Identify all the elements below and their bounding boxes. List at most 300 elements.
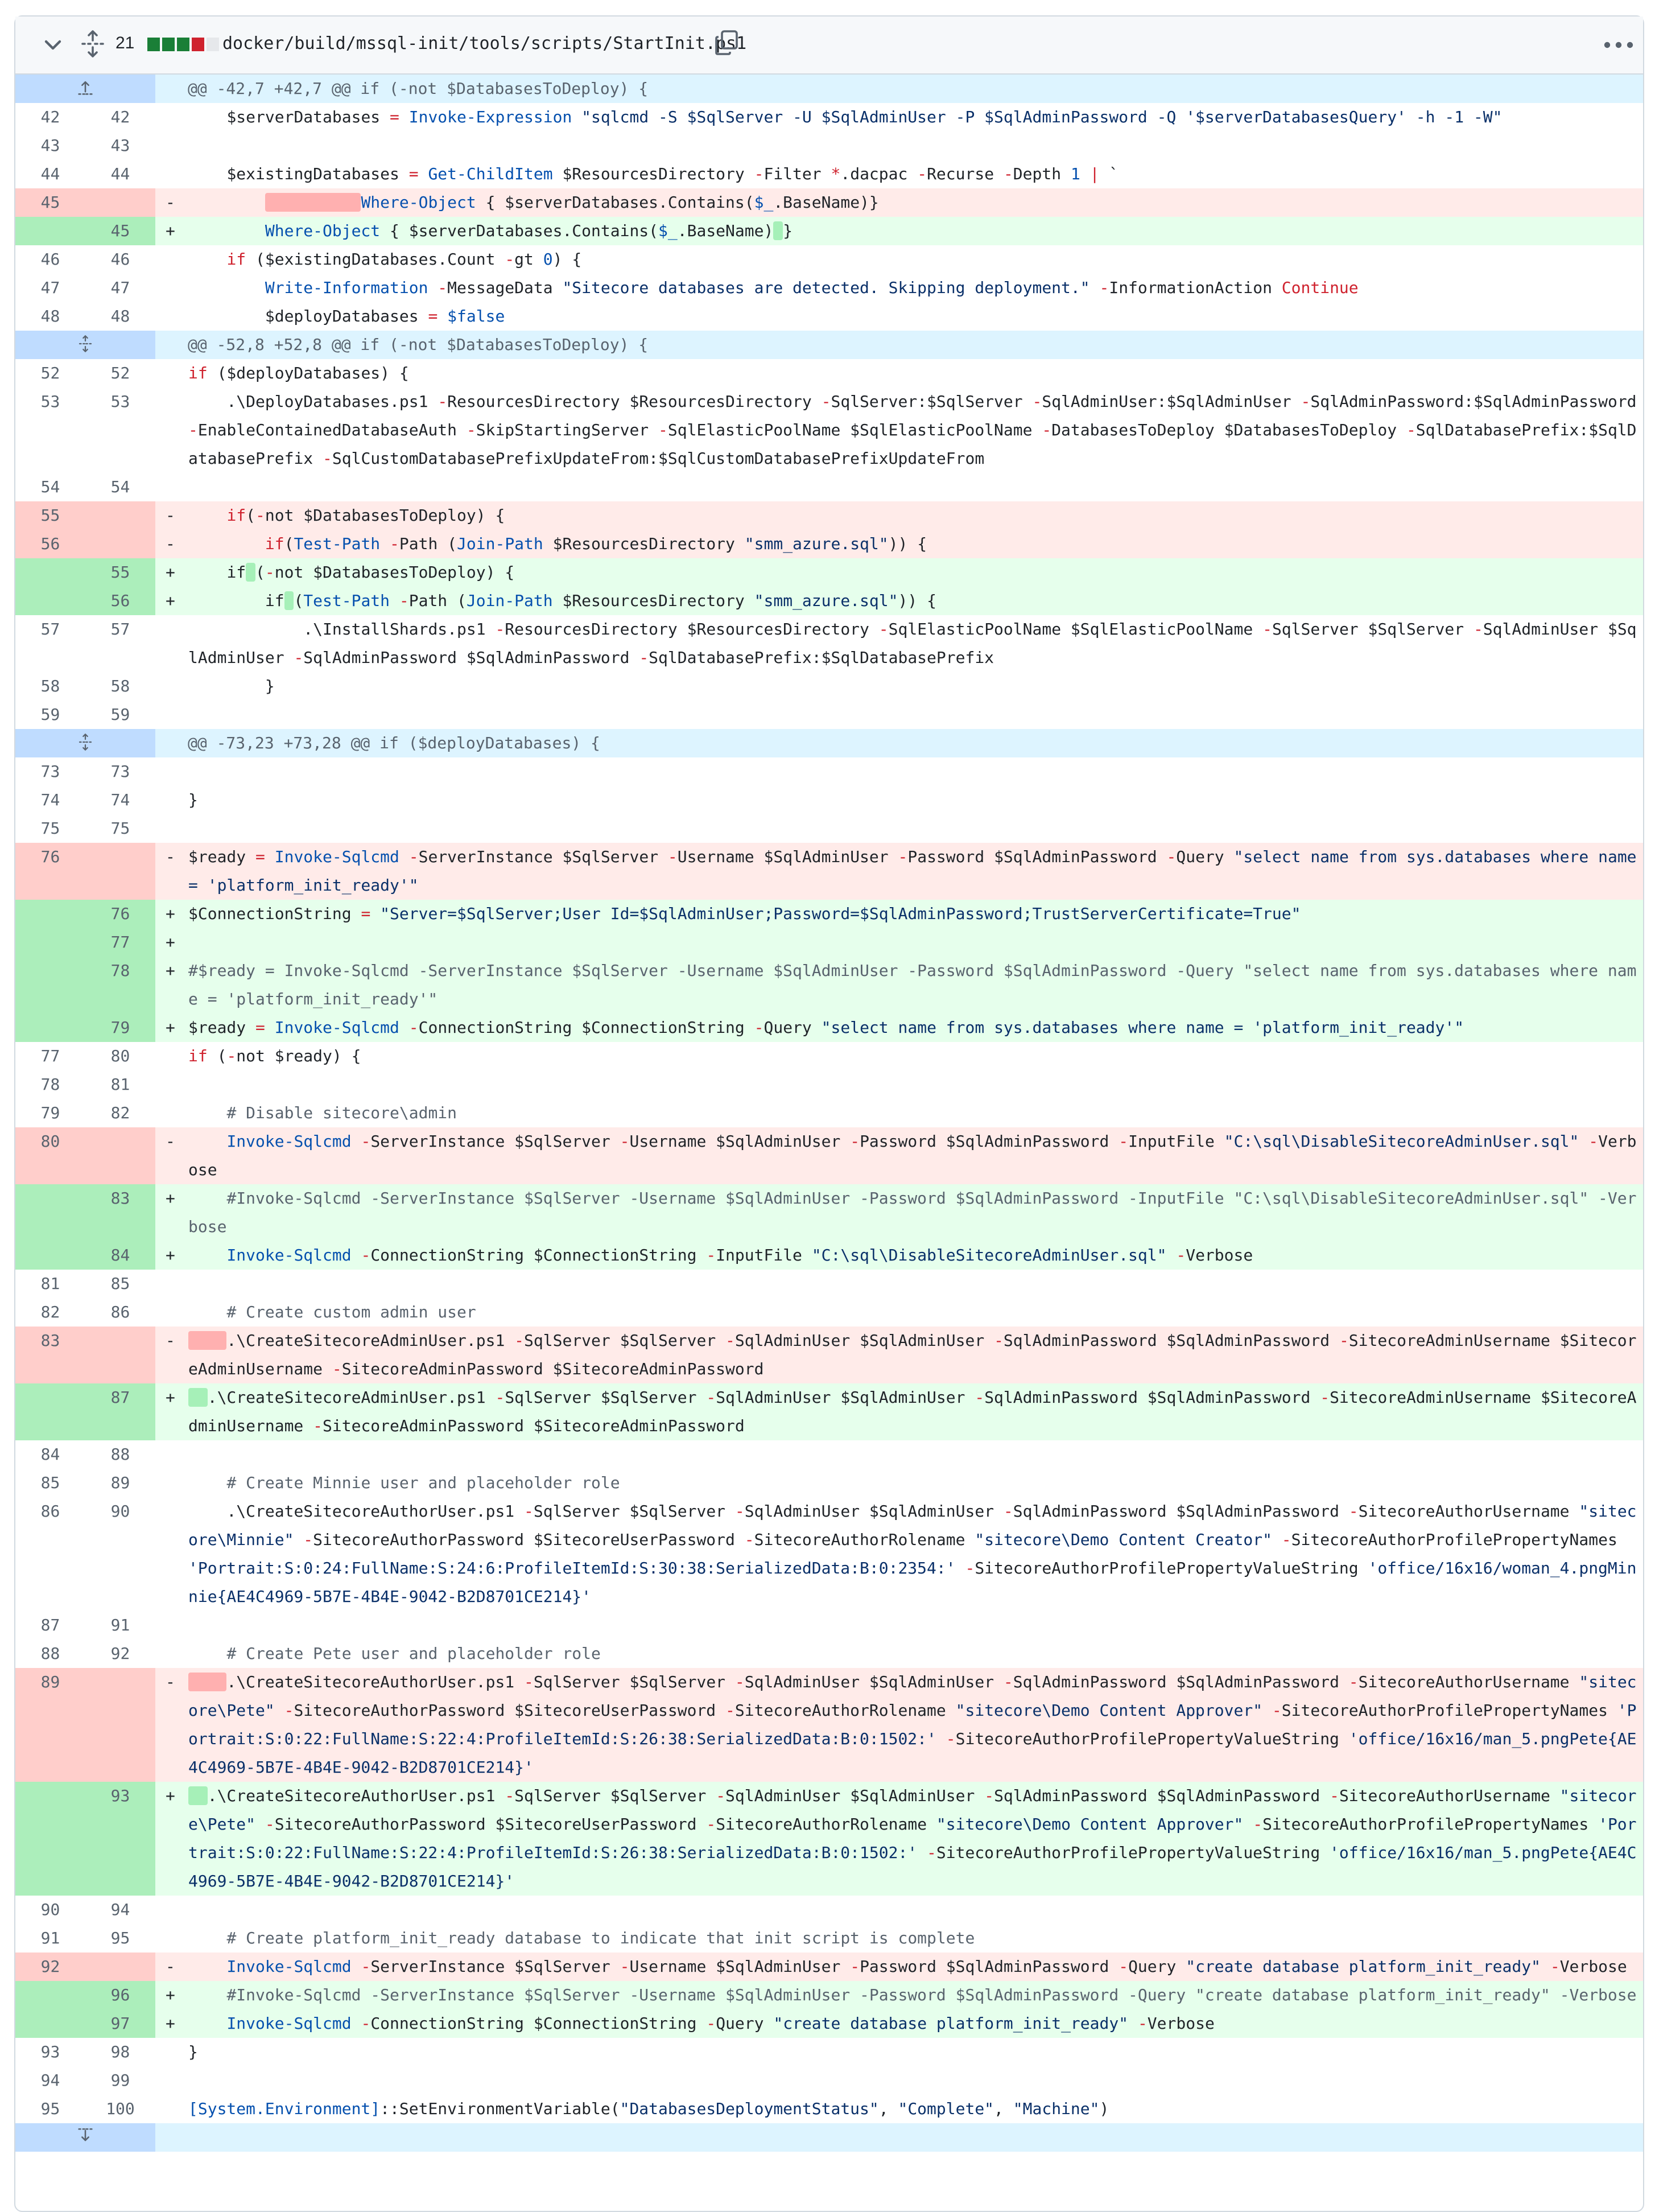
old-line-number[interactable] [15,900,85,928]
old-line-number[interactable]: 76 [15,843,85,900]
deleted-line [15,501,1643,530]
context-line [15,160,1643,188]
code-content [155,530,1643,558]
new-line-number[interactable] [85,501,155,530]
old-line-number[interactable]: 42 [40,108,60,126]
new-line-number[interactable]: 47 [110,278,130,297]
hunk-header [15,331,1643,359]
code-text: #$ready = Invoke-Sqlcmd -ServerInstance $SqlServer -Username $SqlAdminUser -Password $SqlAdminPassword -Query "select name from sys.databases where name = 'platform_init_ready'" [188,961,1637,1008]
code-content [155,1668,1643,1782]
context-line [15,388,1646,473]
deleted-line [15,1327,1643,1383]
code-content [155,1270,1643,1298]
context-line [15,1896,1643,1924]
context-line [15,274,1643,302]
code-text: #Invoke-Sqlcmd -ServerInstance $SqlServer -Username $SqlAdminUser -Password $SqlAdminPassword -Query "create database platform_init_ready" -Verbose [226,1986,1637,2004]
old-line-number[interactable] [15,2009,85,2038]
added-line [15,2009,1643,2038]
code-text: # Disable sitecore\admin [226,1103,457,1122]
code-content [155,274,1643,302]
new-line-number[interactable]: 79 [85,1014,155,1042]
old-line-number[interactable]: 52 [40,364,60,382]
code-content [155,587,1643,615]
old-line-number[interactable] [15,1014,85,1042]
old-line-number[interactable]: 82 [40,1303,60,1321]
code-content [155,757,1643,786]
hunk-header [15,729,1643,757]
new-line-number[interactable]: 57 [110,620,130,639]
new-line-number[interactable] [85,1327,155,1383]
diff-marker: + [166,961,175,980]
context-line [15,814,1643,843]
new-line-number[interactable] [85,1127,155,1184]
code-content [155,928,1643,957]
hunk-text: @@ -42,7 +42,7 @@ if (-not $DatabasesToDeploy) { [155,75,1643,103]
new-line-number[interactable]: 75 [110,819,130,838]
code-text: .\DeployDatabases.ps1 -ResourcesDirectory $ResourcesDirectory -SqlServer:$SqlServer -SqlAdminUser:$SqlAdminUser -SqlAdminPassword:$SqlAdminPassword -EnableContainedDatabaseAuth -SkipStartingServer -SqlElasticPoolName $SqlElasticPoolName -DatabasesToDeploy $DatabasesToDeploy -SqlDatabasePrefix:$SqlDatabasePrefix -SqlCustomDatabasePrefixUpdateFrom:$SqlCustomDatabasePrefixUpdateFrom [188,392,1646,468]
expand-both-icon [77,732,94,754]
new-line-number[interactable]: 73 [110,762,130,781]
new-line-number[interactable]: 84 [85,1241,155,1270]
old-line-number[interactable]: 53 [40,392,60,411]
old-line-number[interactable]: 59 [40,705,60,724]
code-content [155,957,1643,1014]
code-content [155,1042,1643,1070]
old-line-number[interactable] [15,1184,85,1241]
expand-button[interactable] [15,2123,155,2152]
diffstat-square [192,38,204,51]
context-line [15,1440,1643,1469]
diff-rows [15,75,1646,2152]
new-line-number[interactable]: 55 [85,558,155,587]
diffstat-square [177,38,189,51]
new-line-number[interactable]: 82 [110,1103,130,1122]
code-text: if(-not $DatabasesToDeploy) { [226,506,505,525]
new-line-number[interactable]: 86 [110,1303,130,1321]
code-content [155,1070,1643,1099]
added-line [15,928,1643,957]
context-line [15,2066,1643,2095]
code-text: if (-not $DatabasesToDeploy) { [188,563,515,582]
added-line [15,1184,1643,1241]
context-line [15,1469,1643,1497]
code-content [155,2009,1643,2038]
code-text: .\InstallShards.ps1 -ResourcesDirectory $ResourcesDirectory -SqlElasticPoolName $SqlElasticPoolName -SqlServer $SqlServer -SqlAdminUser $SqlAdminUser -SqlAdminPassword $SqlAdminPassword -SqlDatabasePrefix:$SqlDatabasePrefix [188,620,1637,667]
diff-marker: - [166,1331,175,1350]
code-content [155,1953,1643,1981]
context-line [15,1042,1643,1070]
code-text: } [188,790,198,809]
old-line-number[interactable]: 91 [40,1929,60,1947]
deleted-line [15,1668,1643,1782]
old-line-number[interactable]: 54 [40,477,60,496]
old-line-number[interactable]: 78 [40,1075,60,1094]
chevron-down-icon[interactable] [39,31,67,59]
code-content [155,1782,1643,1896]
diff-marker: + [166,1388,175,1407]
code-text: if (Test-Path -Path (Join-Path $ResourcesDirectory "smm_azure.sql")) { [188,591,936,610]
code-content [155,1014,1643,1042]
code-text [155,131,1639,160]
code-text: if(Test-Path -Path (Join-Path $ResourcesDirectory "smm_azure.sql")) { [265,534,927,553]
code-content [155,217,1643,245]
code-content [155,701,1643,729]
context-line [15,1070,1643,1099]
expand-button[interactable] [15,75,155,103]
code-text: $serverDatabases = Invoke-Expression "sqlcmd -S $SqlServer -U $SqlAdminUser -P $SqlAdminPassword -Q '$serverDatabasesQuery' -h -1 -W" [188,108,1503,126]
code-text: if ($deployDatabases) { [188,364,409,382]
more-options-icon[interactable] [1603,36,1635,54]
old-line-number[interactable]: 81 [40,1274,60,1293]
new-line-number[interactable]: 59 [110,705,130,724]
old-line-number[interactable]: 47 [40,278,60,297]
code-text: Invoke-Sqlcmd -ServerInstance $SqlServer -Username $SqlAdminUser -Password $SqlAdminPassword -InputFile "C:\sql\DisableSitecoreAdminUser.sql" -Verbose [188,1132,1637,1179]
new-line-number[interactable]: 95 [110,1929,130,1947]
context-line [15,2095,1643,2123]
code-text: $existingDatabases = Get-ChildItem $ResourcesDirectory -Filter *.dacpac -Recurse -Depth 1 | ` [188,164,1119,183]
old-line-number[interactable]: 79 [40,1103,60,1122]
code-text [155,814,1639,843]
deleted-line [15,530,1643,558]
context-line [15,786,1643,814]
expand-both-icon [77,334,94,356]
diff-file [14,15,1644,2212]
code-text [155,1270,1639,1298]
code-text: # Create Pete user and placeholder role [226,1644,601,1663]
new-line-number[interactable]: 76 [85,900,155,928]
added-line [15,957,1643,1014]
code-content [155,2095,1643,2123]
new-line-number[interactable] [85,530,155,558]
diff-marker: - [166,193,175,212]
code-text [155,1070,1639,1099]
code-content [155,188,1643,217]
old-line-number[interactable]: 75 [40,819,60,838]
code-text: # Create Minnie user and placeholder role [226,1473,620,1492]
old-line-number[interactable]: 46 [40,250,60,269]
new-line-number[interactable]: 58 [110,677,130,695]
new-line-number[interactable]: 100 [106,2099,135,2118]
code-content [155,672,1643,701]
new-line-number[interactable]: 89 [110,1473,130,1492]
context-line [15,302,1643,331]
old-line-number[interactable]: 48 [40,307,60,326]
new-line-number[interactable]: 56 [85,587,155,615]
old-line-number[interactable] [15,1981,85,2009]
old-line-number[interactable]: 74 [40,790,60,809]
new-line-number[interactable]: 74 [110,790,130,809]
code-content [155,1497,1643,1611]
code-content [155,1184,1643,1241]
code-text: Where-Object { $serverDatabases.Contains($_.BaseName)} [155,188,1639,217]
code-text [155,2066,1639,2095]
old-line-number[interactable] [15,928,85,957]
new-line-number[interactable] [85,1953,155,1981]
code-text: Invoke-Sqlcmd -ServerInstance $SqlServer -Username $SqlAdminUser -Password $SqlAdminPassword -Query "create database platform_init_ready" -Verbose [226,1957,1627,1976]
old-line-number[interactable]: 56 [15,530,85,558]
new-line-number[interactable]: 80 [110,1047,130,1065]
code-text: } [188,2042,198,2061]
old-line-number[interactable]: 89 [15,1668,85,1782]
diff-marker: + [166,933,175,951]
code-text: $deployDatabases = $false [188,307,505,326]
old-line-number[interactable]: 92 [15,1953,85,1981]
code-text: .\CreateSitecoreAuthorUser.ps1 -SqlServer $SqlServer -SqlAdminUser $SqlAdminUser -SqlAdminPassword $SqlAdminPassword -SitecoreAuthorUsername "sitecore\Pete" -SitecoreAuthorPassword $SitecoreUserPassword -SitecoreAuthorRolename "sitecore\Demo Content Approver" -SitecoreAuthorProfilePropertyNames 'Portrait:S:0:22:FullName:S:22:4:ProfileItemId:S:26:38:SerializedData:B:0:1502:' -SitecoreAuthorProfilePropertyValueString 'office/16x16/man_5.pngPete{AE4C4969-5B7E-4B4E-9042-B2D8701CE214}' [188,1786,1637,1890]
diff-marker: + [166,1246,175,1264]
diffstat-square [162,38,175,51]
new-line-number[interactable]: 87 [85,1383,155,1440]
code-text: .\CreateSitecoreAuthorUser.ps1 -SqlServer $SqlServer -SqlAdminUser $SqlAdminUser -SqlAdminPassword $SqlAdminPassword -SitecoreAuthorUsername "sitecore\Pete" -SitecoreAuthorPassword $SitecoreUserPassword -SitecoreAuthorRolename "sitecore\Demo Content Approver" -SitecoreAuthorProfilePropertyNames 'Portrait:S:0:22:FullName:S:22:4:ProfileItemId:S:26:38:SerializedData:B:0:1502:' -SitecoreAuthorProfilePropertyValueString 'office/16x16/man_5.pngPete{AE4C4969-5B7E-4B4E-9042-B2D8701CE214}' [188,1673,1637,1777]
new-line-number[interactable]: 44 [110,164,130,183]
added-line [15,558,1643,587]
code-text: #Invoke-Sqlcmd -ServerInstance $SqlServer -Username $SqlAdminUser -Password $SqlAdminPassword -InputFile "C:\sql\DisableSitecoreAdminUser.sql" -Verbose [188,1189,1637,1236]
code-text: .\CreateSitecoreAuthorUser.ps1 -SqlServer $SqlServer -SqlAdminUser $SqlAdminUser -SqlAdminPassword $SqlAdminPassword -SitecoreAuthorUsername "sitecore\Minnie" -SitecoreAuthorPassword $SitecoreUserPassword -SitecoreAuthorRolename "sitecore\Demo Content Creator" -SitecoreAuthorProfilePropertyNames 'Portrait:S:0:24:FullName:S:24:6:ProfileItemId:S:30:38:SerializedData:B:0:2354:' -SitecoreAuthorProfilePropertyValueString 'office/16x16/woman_4.pngMinnie{AE4C4969-5B7E-4B4E-9042-B2D8701CE214}' [188,1502,1637,1606]
code-content [155,1640,1643,1668]
code-content [155,1241,1643,1270]
code-content [155,1127,1643,1184]
code-content [155,1469,1643,1497]
code-content [155,2038,1643,2066]
context-line [15,1270,1643,1298]
diff-marker: + [166,221,175,240]
code-text: [System.Environment]::SetEnvironmentVariable("DatabasesDeploymentStatus", "Complete", "Machine") [188,2099,1109,2118]
expand-up-icon [76,78,95,100]
deleted-line [15,1953,1643,1981]
code-content [155,388,1646,473]
code-text: $ready = Invoke-Sqlcmd -ConnectionString $ConnectionString -Query "select name from sys.databases where name = 'platform_init_ready'" [188,1018,1464,1037]
old-line-number[interactable]: 83 [15,1327,85,1383]
diff-marker: + [166,591,175,610]
file-header [15,17,1643,75]
code-content [155,1383,1643,1440]
code-text: Invoke-Sqlcmd -ConnectionString $ConnectionString -InputFile "C:\sql\DisableSitecoreAdminUser.sql" -Verbose [226,1246,1253,1264]
old-line-number[interactable]: 85 [40,1473,60,1492]
old-line-number[interactable]: 86 [40,1502,60,1521]
new-line-number[interactable]: 94 [110,1900,130,1919]
change-count: 21 [115,34,135,52]
hunk-text [155,2123,1643,2152]
diff-marker: + [166,1986,175,2004]
code-text: .\CreateSitecoreAdminUser.ps1 -SqlServer $SqlServer -SqlAdminUser $SqlAdminUser -SqlAdminPassword $SqlAdminPassword -SitecoreAdminUsername $SitecoreAdminUsername -SitecoreAdminPassword $SitecoreAdminPassword [188,1331,1637,1378]
new-line-number[interactable]: 85 [110,1274,130,1293]
code-content [155,1327,1643,1383]
added-line [15,1782,1643,1896]
hunk-header [15,75,1643,103]
code-content [155,1099,1643,1127]
diff-marker: - [166,1957,175,1976]
code-content [155,1611,1643,1640]
code-text [155,757,1639,786]
diff-marker: + [166,1018,175,1037]
new-line-number[interactable]: 78 [85,957,155,1014]
code-content [155,1298,1643,1327]
diff-marker: - [166,847,175,866]
new-line-number[interactable]: 91 [110,1616,130,1634]
old-line-number[interactable]: 44 [40,164,60,183]
code-text: .\CreateSitecoreAdminUser.ps1 -SqlServer $SqlServer -SqlAdminUser $SqlAdminUser -SqlAdminPassword $SqlAdminPassword -SitecoreAdminUsername $SitecoreAdminUsername -SitecoreAdminPassword $SitecoreAdminPassword [188,1388,1637,1435]
context-line [15,1924,1643,1953]
new-line-number[interactable]: 48 [110,307,130,326]
code-text: Write-Information -MessageData "Sitecore databases are detected. Skipping deployment." -InformationAction Continue [265,278,1359,297]
expand-button[interactable] [15,331,155,359]
diff-marker: + [166,1786,175,1805]
code-content [155,245,1643,274]
new-line-number[interactable]: 77 [85,928,155,957]
expand-all-icon[interactable] [79,29,106,59]
context-line [15,1611,1643,1640]
code-text: if ($existingDatabases.Count -gt 0) { [226,250,582,269]
code-text [155,701,1639,729]
new-line-number[interactable]: 53 [110,392,130,411]
diff-marker: + [166,1189,175,1208]
code-content [155,814,1643,843]
context-line [15,473,1643,501]
code-text: # Create platform_init_ready database to indicate that init script is complete [226,1929,975,1947]
old-line-number[interactable] [15,558,85,587]
diff-marker: + [166,563,175,582]
new-line-number[interactable]: 99 [110,2071,130,2090]
new-line-number[interactable]: 81 [110,1075,130,1094]
new-line-number[interactable]: 93 [85,1782,155,1896]
new-line-number[interactable]: 54 [110,477,130,496]
code-content [155,843,1646,900]
code-content [155,2066,1643,2095]
old-line-number[interactable]: 80 [15,1127,85,1184]
code-content [155,131,1643,160]
code-content [155,103,1643,131]
context-line [15,1497,1643,1611]
new-line-number[interactable]: 52 [110,364,130,382]
diff-marker: - [166,506,175,525]
old-line-number[interactable]: 84 [40,1445,60,1464]
old-line-number[interactable] [15,1241,85,1270]
code-text: $ConnectionString = "Server=$SqlServer;User Id=$SqlAdminUser;Password=$SqlAdminPassword;TrustServerCertificate=True" [188,904,1301,923]
new-line-number[interactable]: 96 [85,1981,155,2009]
code-content [155,1981,1643,2009]
context-line [15,359,1643,388]
expand-button[interactable] [15,729,155,757]
code-text [155,473,1639,501]
added-line [15,900,1643,928]
context-line [15,615,1643,672]
code-text: Invoke-Sqlcmd -ConnectionString $ConnectionString -Query "create database platform_init_ready" -Verbose [226,2014,1215,2033]
code-content [155,501,1643,530]
context-line [15,103,1643,131]
old-line-number[interactable] [15,587,85,615]
context-line [15,1099,1643,1127]
added-line [15,1241,1643,1270]
context-line [15,2038,1643,2066]
new-line-number[interactable]: 92 [110,1644,130,1663]
new-line-number[interactable]: 42 [110,108,130,126]
old-line-number[interactable]: 45 [15,188,85,217]
old-line-number[interactable]: 43 [40,136,60,155]
expand-down-icon [76,2127,95,2148]
code-content [155,1440,1643,1469]
old-line-number[interactable]: 87 [40,1616,60,1634]
old-line-number[interactable]: 88 [40,1644,60,1663]
code-text [155,928,1639,957]
context-line [15,245,1643,274]
new-line-number[interactable]: 45 [85,217,155,245]
code-text: Where-Object { $serverDatabases.Contains($_.BaseName) } [265,221,793,240]
code-content [155,160,1643,188]
copy-icon[interactable] [714,29,739,56]
deleted-line [15,1127,1643,1184]
hunk-text: @@ -73,23 +73,28 @@ if ($deployDatabases) { [155,729,1643,757]
code-text [155,1611,1639,1640]
code-content [155,558,1643,587]
deleted-line [15,843,1646,900]
added-line [15,217,1643,245]
code-content [155,359,1643,388]
diffstat-square [147,38,160,51]
diff-marker: - [166,1673,175,1691]
code-content [155,302,1643,331]
old-line-number[interactable]: 58 [40,677,60,695]
new-line-number[interactable]: 90 [110,1502,130,1521]
old-line-number[interactable] [15,957,85,1014]
diff-marker: - [166,534,175,553]
old-line-number[interactable]: 94 [40,2071,60,2090]
code-text: # Create custom admin user [226,1303,476,1321]
context-line [15,1298,1643,1327]
context-line [15,131,1643,160]
diff-marker: - [166,1132,175,1151]
old-line-number[interactable]: 77 [40,1047,60,1065]
added-line [15,587,1643,615]
context-line [15,672,1643,701]
new-line-number[interactable] [85,843,155,900]
hunk-header [15,2123,1643,2152]
old-line-number[interactable]: 73 [40,762,60,781]
code-text: if (-not $ready) { [188,1047,361,1065]
old-line-number[interactable]: 95 [40,2099,60,2118]
diff-marker: + [166,2014,175,2033]
new-line-number[interactable] [85,188,155,217]
new-line-number[interactable]: 98 [110,2042,130,2061]
new-line-number[interactable]: 83 [85,1184,155,1241]
old-line-number[interactable]: 93 [40,2042,60,2061]
old-line-number[interactable] [15,1782,85,1896]
code-content [155,1896,1643,1924]
added-line [15,1981,1643,2009]
code-content [155,1924,1643,1953]
code-text [155,1896,1639,1924]
code-text: $ready = Invoke-Sqlcmd -ServerInstance $SqlServer -Username $SqlAdminUser -Password $SqlAdminPassword -Query "select name from sys.databases where name = 'platform_init_ready'" [188,847,1646,895]
new-line-number[interactable]: 46 [110,250,130,269]
context-line [15,757,1643,786]
old-line-number[interactable] [15,217,85,245]
old-line-number[interactable]: 90 [40,1900,60,1919]
new-line-number[interactable]: 43 [110,136,130,155]
file-path[interactable]: docker/build/mssql-init/tools/scripts/StartInit.ps1 [222,34,747,53]
new-line-number[interactable]: 88 [110,1445,130,1464]
diffstat [147,38,219,51]
code-text [155,1440,1639,1469]
code-content [155,786,1643,814]
code-text: } [188,677,275,695]
new-line-number[interactable] [85,1668,155,1782]
context-line [15,701,1643,729]
old-line-number[interactable]: 57 [40,620,60,639]
added-line [15,1383,1643,1440]
new-line-number[interactable]: 97 [85,2009,155,2038]
old-line-number[interactable]: 55 [15,501,85,530]
diffstat-square [207,38,219,51]
old-line-number[interactable] [15,1383,85,1440]
code-content [155,900,1643,928]
